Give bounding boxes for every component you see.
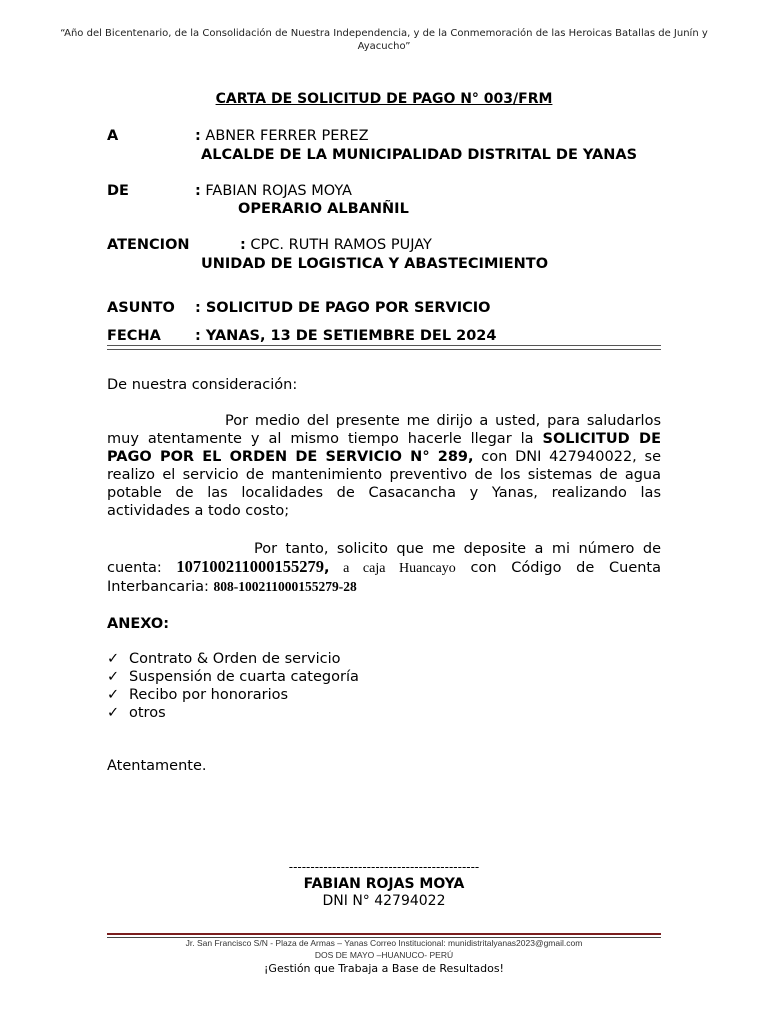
list-item: [107, 686, 359, 704]
attention-label: ATENCION: [107, 237, 190, 253]
annex-item-label: Suspensión de cuarta categoría: [129, 669, 359, 685]
paragraph-payment: [107, 540, 661, 596]
check-icon: ✓: [107, 687, 120, 703]
paragraph-request: [107, 412, 661, 520]
bank-name: a caja Huancayo: [329, 561, 456, 576]
service-order-ref: SOLICITUD DE PAGO POR EL ORDEN DE SERVICIO N° 289,: [107, 431, 661, 465]
header-motto: “Año del Bicentenario, de la Consolidación de Nuestra Independencia, y de la Conmemoración de las Heroicas Batallas de Junín y Ayacucho”: [60, 28, 708, 52]
list-item: [107, 704, 359, 722]
signature-name: FABIAN ROJAS MOYA: [303, 876, 465, 892]
sender-name: FABIAN ROJAS MOYA: [205, 183, 352, 199]
date-value: : YANAS, 13 DE SETIEMBRE DEL 2024: [195, 328, 497, 344]
recipient-name: ABNER FERRER PEREZ: [205, 128, 369, 144]
paragraph-request-detail: con DNI 427940022, se realizo el servicio de mantenimiento preventivo de los sistemas de agua potable de las localidades de Casacancha y Yanas, realizando las actividades a todo costo;: [107, 449, 662, 519]
header-divider: [107, 345, 661, 350]
letter-title: CARTA DE SOLICITUD DE PAGO N° 003/FRM: [215, 91, 553, 107]
signature-dni: DNI N° 42794022: [322, 893, 446, 909]
paragraph-request-text: Por medio del presente me dirijo a usted, para saludarlos muy atentamente y al mismo tiempo hacerle llegar la: [107, 413, 661, 447]
annex-list: [107, 650, 359, 722]
footer-location: DOS DE MAYO –HUANUCO- PERÚ: [314, 950, 454, 960]
annex-title: ANEXO:: [107, 616, 170, 632]
check-icon: ✓: [107, 669, 120, 685]
greeting: De nuestra consideración:: [107, 377, 298, 393]
annex-item-label: otros: [129, 705, 166, 721]
list-item: [107, 650, 359, 668]
account-comma: ,: [324, 560, 330, 576]
cci-label: con Código de Cuenta Interbancaria:: [107, 560, 661, 595]
date-label: FECHA: [107, 328, 161, 344]
annex-item-label: Contrato & Orden de servicio: [129, 651, 341, 667]
recipient-sep: :: [195, 128, 201, 144]
closing: Atentamente.: [107, 758, 207, 774]
signature-line: --------------------------------------------: [288, 860, 480, 874]
check-icon: ✓: [107, 651, 120, 667]
attention-sep: :: [240, 237, 246, 253]
sender-role: OPERARIO ALBANÑIL: [238, 201, 409, 217]
paragraph-payment-text: Por tanto, solicito que me deposite a mi número de cuenta:: [107, 541, 661, 576]
footer-slogan: ¡Gestión que Trabaja a Base de Resultados!: [264, 962, 504, 975]
recipient-label: A: [107, 128, 119, 144]
annex-item-label: Recibo por honorarios: [129, 687, 289, 703]
sender-sep: :: [195, 183, 201, 199]
attention-role: UNIDAD DE LOGISTICA Y ABASTECIMIENTO: [201, 256, 549, 272]
account-number: 107100211000155279: [176, 557, 325, 576]
subject-label: ASUNTO: [107, 300, 175, 316]
sender-label: DE: [107, 183, 129, 199]
attention-name: CPC. RUTH RAMOS PUJAY: [250, 237, 432, 253]
recipient-role: ALCALDE DE LA MUNICIPALIDAD DISTRITAL DE YANAS: [201, 147, 638, 163]
subject-value: : SOLICITUD DE PAGO POR SERVICIO: [195, 300, 491, 316]
footer-address: Jr. San Francisco S/N - Plaza de Armas – Yanas Correo Institucional: munidistritalyanas2023@gmail.com: [185, 938, 583, 948]
cci-number: 808-100211000155279-28: [213, 579, 357, 594]
check-icon: ✓: [107, 705, 120, 721]
list-item: [107, 668, 359, 686]
